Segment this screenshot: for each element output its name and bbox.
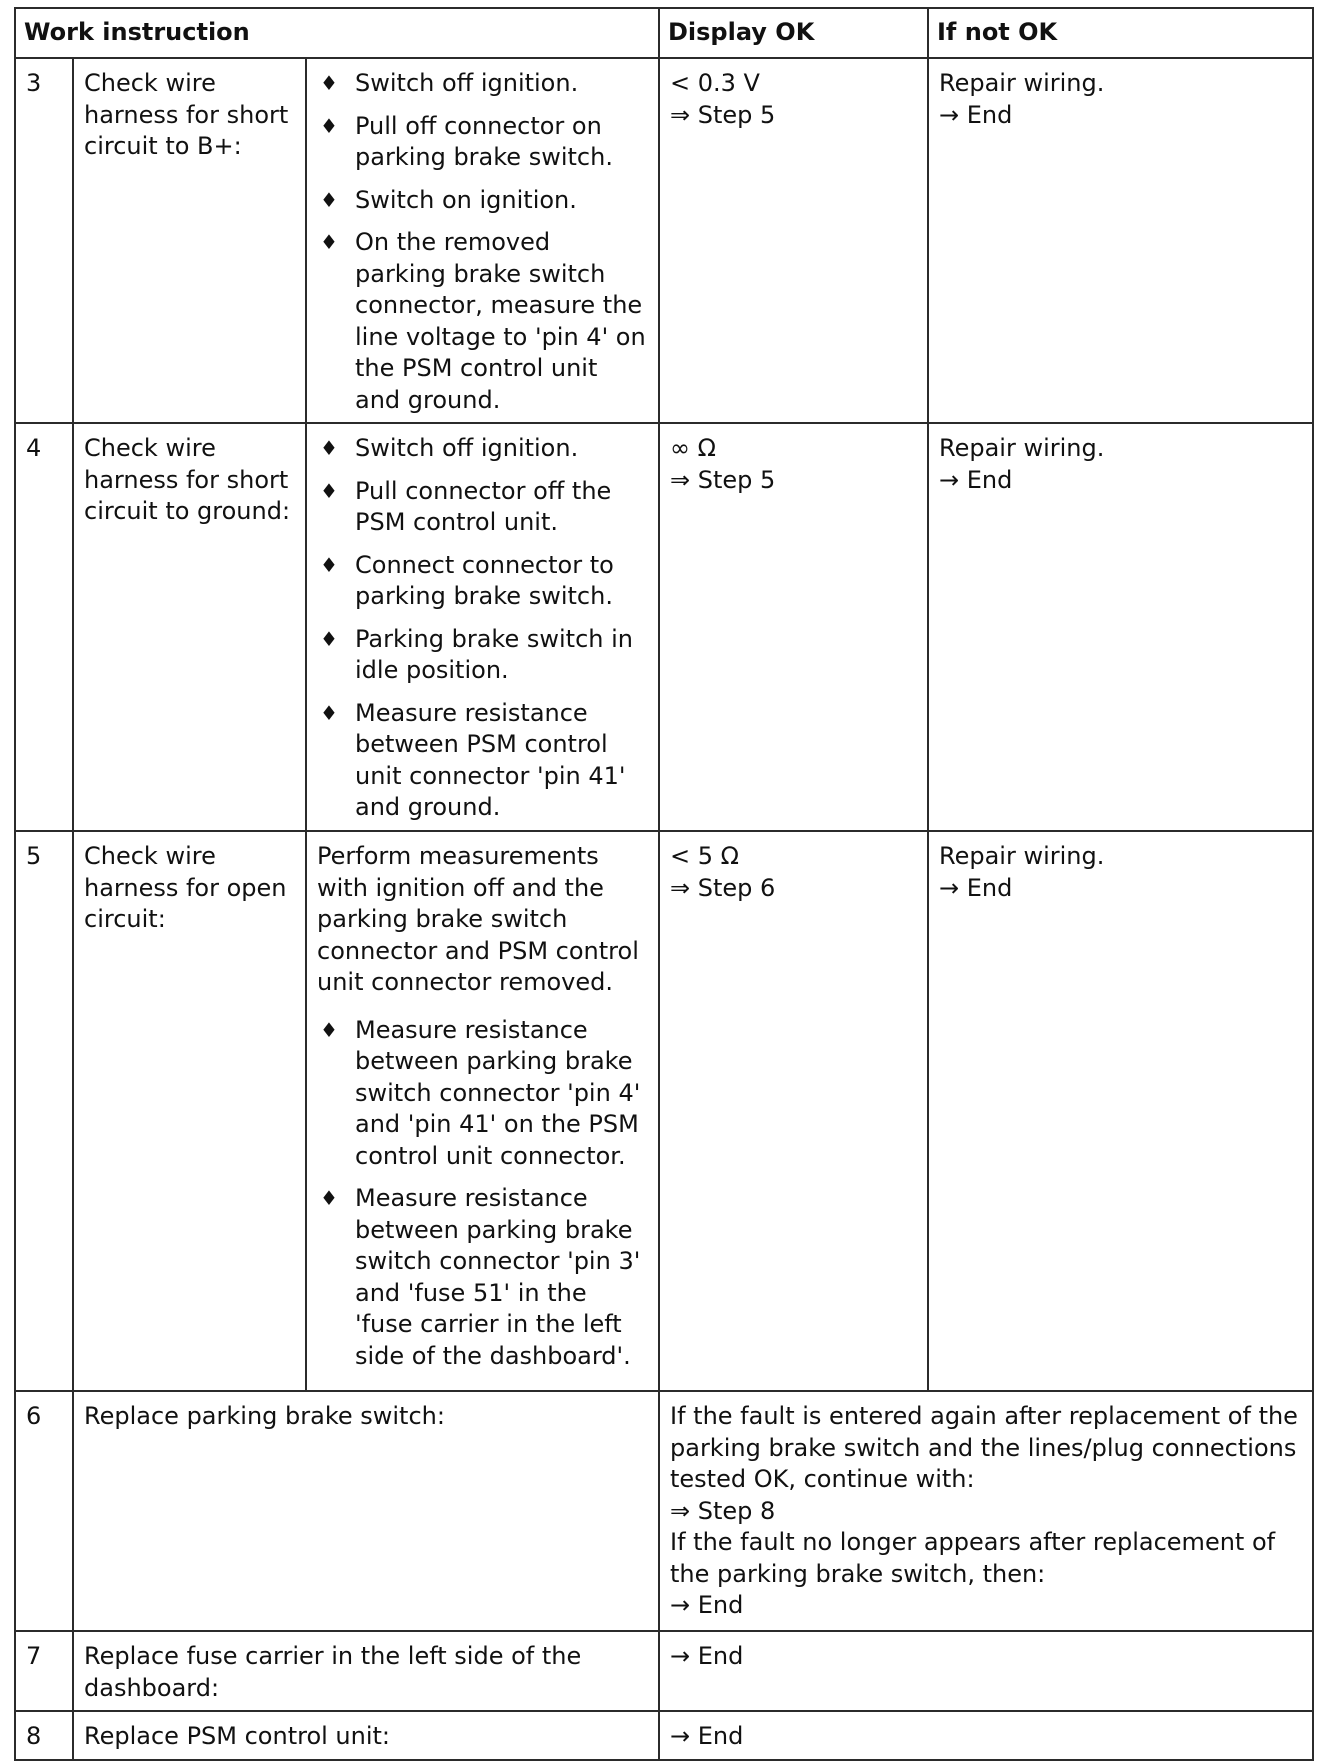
work-instruction-table [14, 7, 1314, 1761]
display-ok-value: ∞ Ω [670, 434, 716, 462]
step-number: 3 [15, 58, 73, 423]
step-number: 4 [15, 423, 73, 831]
list-item: ♦ Parking brake switch in idle position. [320, 624, 633, 684]
if-not-ok-action: Repair wiring. [939, 842, 1105, 870]
action-list [317, 433, 648, 824]
display-ok-value: < 0.3 V [670, 69, 760, 97]
display-ok-next: ⇒ Step 6 [670, 873, 776, 902]
step-actions [306, 423, 659, 831]
display-ok-cell [659, 58, 928, 423]
header-display-ok: Display OK [659, 8, 928, 58]
bullet-diamond-icon: ♦ [320, 71, 338, 95]
step-result [659, 1391, 1313, 1631]
action-list [317, 1015, 648, 1373]
table-row-step-3 [15, 58, 1313, 423]
list-item: ♦ Switch off ignition. [317, 68, 648, 100]
bullet-diamond-icon: ♦ [320, 436, 338, 460]
list-item: ♦ Pull connector off the PSM control unit. [320, 476, 612, 536]
display-ok-cell [659, 423, 928, 831]
bullet-diamond-icon: ♦ [320, 187, 338, 212]
header-work-instruction: Work instruction [15, 8, 659, 58]
if-not-ok-next: → End [939, 873, 1013, 902]
display-ok-value: < 5 Ω [670, 842, 739, 870]
list-item: ♦ On the removed parking brake switch connector, measure the line voltage to 'pin 4' on the PSM control unit and ground. [320, 228, 646, 414]
if-not-ok-cell [928, 423, 1313, 831]
step-instruction: Replace PSM control unit: [73, 1711, 659, 1760]
table-row-step-7 [15, 1631, 1313, 1711]
bullet-diamond-icon: ♦ [320, 1186, 338, 1210]
table-row-step-4 [15, 423, 1313, 831]
list-item: ♦ Connect connector to parking brake switch. [320, 550, 614, 610]
if-not-ok-cell [928, 831, 1313, 1391]
result-line: ⇒ Step 8 [670, 1496, 776, 1525]
step-result [659, 1711, 1313, 1760]
step-title: Check wire harness for short circuit to B+: [73, 58, 306, 423]
display-ok-next: ⇒ Step 5 [670, 100, 776, 129]
bullet-diamond-icon: ♦ [320, 626, 338, 651]
result-line: If the fault is entered again after replacement of the parking brake switch and the lines/plug connections tested OK, continue with: [670, 1402, 1298, 1493]
display-ok-cell [659, 831, 928, 1391]
table-row-step-8 [15, 1711, 1313, 1760]
if-not-ok-action: Repair wiring. [939, 69, 1105, 97]
list-item: ♦ Measure resistance between PSM control unit connector 'pin 41' and ground. [320, 698, 626, 821]
bullet-diamond-icon: ♦ [320, 1017, 338, 1042]
bullet-diamond-icon: ♦ [320, 113, 338, 138]
bullet-diamond-icon: ♦ [320, 478, 338, 503]
result-line: → End [670, 1591, 744, 1619]
if-not-ok-next: → End [939, 100, 1013, 129]
if-not-ok-action: Repair wiring. [939, 434, 1105, 462]
step-actions [306, 58, 659, 423]
result-line: → End [670, 1722, 744, 1750]
bullet-diamond-icon: ♦ [320, 552, 338, 577]
step-actions [306, 831, 659, 1391]
list-item: ♦ Measure resistance between parking brake switch connector 'pin 4' and 'pin 41' on the PSM control unit connector. [320, 1015, 641, 1170]
action-list [317, 68, 648, 416]
bullet-diamond-icon: ♦ [320, 230, 338, 254]
list-item: ♦ Switch off ignition. [317, 433, 648, 465]
result-line: If the fault no longer appears after replacement of the parking brake switch, then: [670, 1528, 1276, 1588]
table-row-step-6 [15, 1391, 1313, 1631]
step-number: 6 [15, 1391, 73, 1631]
step-number: 7 [15, 1631, 73, 1711]
header-if-not-ok: If not OK [928, 8, 1313, 58]
step-intro: Perform measurements with ignition off and the parking brake switch connector and PSM control unit connector removed. [317, 842, 639, 996]
table-row-step-5 [15, 831, 1313, 1391]
step-result [659, 1631, 1313, 1711]
step-number: 8 [15, 1711, 73, 1760]
bullet-diamond-icon: ♦ [320, 700, 338, 725]
display-ok-next: ⇒ Step 5 [670, 465, 776, 494]
list-item: ♦ Measure resistance between parking brake switch connector 'pin 3' and 'fuse 51' in the 'fuse carrier in the left side of the dashboard'. [320, 1184, 641, 1370]
list-item: ♦ Switch on ignition. [317, 185, 648, 217]
result-line: → End [670, 1642, 744, 1670]
step-title: Check wire harness for open circuit: [73, 831, 306, 1391]
table-header-row [15, 8, 1313, 58]
list-item: ♦ Pull off connector on parking brake switch. [320, 111, 613, 171]
step-instruction: Replace fuse carrier in the left side of the dashboard: [73, 1631, 659, 1711]
step-title: Check wire harness for short circuit to ground: [73, 423, 306, 831]
if-not-ok-next: → End [939, 465, 1013, 494]
step-instruction: Replace parking brake switch: [73, 1391, 659, 1631]
step-number: 5 [15, 831, 73, 1391]
if-not-ok-cell [928, 58, 1313, 423]
